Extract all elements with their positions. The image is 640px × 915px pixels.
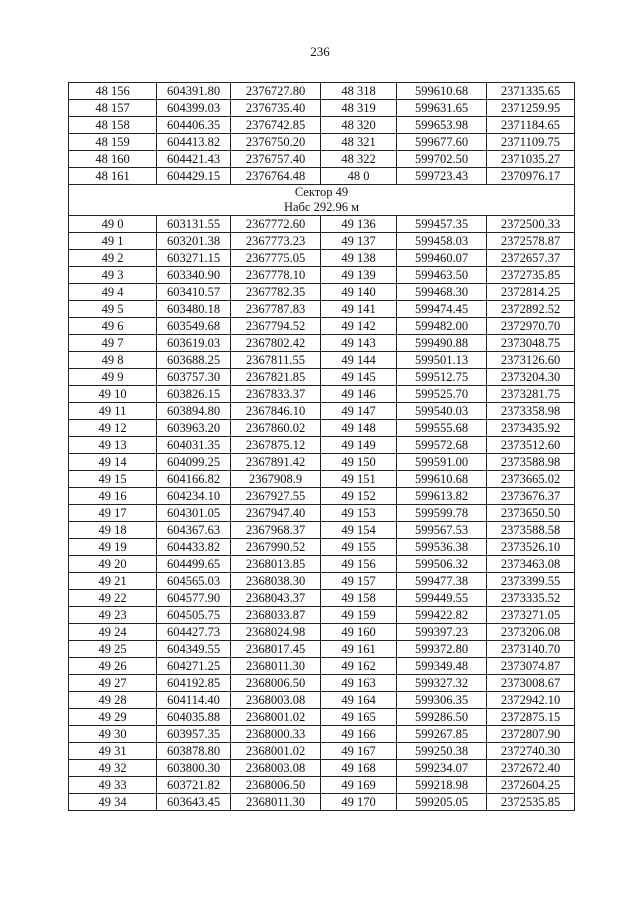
section-subtitle: Набс 292.96 м [283, 200, 360, 214]
table-cell: 49 26 [69, 658, 157, 675]
table-row [69, 658, 575, 675]
table-cell: 603878.80 [157, 743, 231, 760]
table-cell: 599653.98 [397, 117, 487, 134]
table-cell: 2373074.87 [487, 658, 575, 675]
table-cell: 599555.68 [397, 420, 487, 437]
table-cell: 599463.50 [397, 267, 487, 284]
table-row [69, 709, 575, 726]
table-row [69, 134, 575, 151]
table-cell: 49 16 [69, 488, 157, 505]
table-cell: 2368006.50 [231, 675, 321, 692]
table-cell: 2367860.02 [231, 420, 321, 437]
section-header-cell [69, 185, 575, 216]
table-cell: 599482.00 [397, 318, 487, 335]
table-body-sector [69, 216, 575, 811]
table-cell: 2376750.20 [231, 134, 321, 151]
table-cell: 49 162 [321, 658, 397, 675]
table-cell: 49 163 [321, 675, 397, 692]
table-cell: 604391.80 [157, 83, 231, 100]
table-cell: 604429.15 [157, 168, 231, 185]
table-cell: 2373271.05 [487, 607, 575, 624]
table-cell: 49 11 [69, 403, 157, 420]
table-cell: 604505.75 [157, 607, 231, 624]
table-row [69, 505, 575, 522]
table-row [69, 641, 575, 658]
table-cell: 2372657.37 [487, 250, 575, 267]
table-cell: 603800.30 [157, 760, 231, 777]
table-cell: 48 158 [69, 117, 157, 134]
table-cell: 604413.82 [157, 134, 231, 151]
table-cell: 49 32 [69, 760, 157, 777]
table-cell: 599506.32 [397, 556, 487, 573]
table-cell: 2372740.30 [487, 743, 575, 760]
table-cell: 2373435.92 [487, 420, 575, 437]
table-cell: 49 138 [321, 250, 397, 267]
table-cell: 49 20 [69, 556, 157, 573]
table-cell: 599536.38 [397, 539, 487, 556]
table-cell: 604565.03 [157, 573, 231, 590]
table-cell: 603619.03 [157, 335, 231, 352]
table-cell: 49 33 [69, 777, 157, 794]
table-cell: 49 3 [69, 267, 157, 284]
table-cell: 603894.80 [157, 403, 231, 420]
table-cell: 599613.82 [397, 488, 487, 505]
table-row [69, 488, 575, 505]
table-row [69, 777, 575, 794]
table-cell: 49 153 [321, 505, 397, 522]
table-cell: 49 12 [69, 420, 157, 437]
table-cell: 2376757.40 [231, 151, 321, 168]
table-cell: 2368033.87 [231, 607, 321, 624]
table-cell: 2373126.60 [487, 352, 575, 369]
table-cell: 2373206.08 [487, 624, 575, 641]
table-cell: 2376735.40 [231, 100, 321, 117]
table-cell: 49 21 [69, 573, 157, 590]
table-cell: 48 318 [321, 83, 397, 100]
table-cell: 2367821.85 [231, 369, 321, 386]
table-cell: 2373588.58 [487, 522, 575, 539]
table-body-top [69, 83, 575, 185]
table-cell: 603340.90 [157, 267, 231, 284]
table-cell: 599205.05 [397, 794, 487, 811]
table-row [69, 607, 575, 624]
table-cell: 2367773.23 [231, 233, 321, 250]
table-cell: 2372814.25 [487, 284, 575, 301]
table-cell: 599631.65 [397, 100, 487, 117]
table-cell: 2368001.02 [231, 743, 321, 760]
table-cell: 603757.30 [157, 369, 231, 386]
table-cell: 603643.45 [157, 794, 231, 811]
table-row [69, 454, 575, 471]
table-row [69, 675, 575, 692]
table-cell: 599372.80 [397, 641, 487, 658]
table-cell: 604192.85 [157, 675, 231, 692]
section-title: Сектор 49 [294, 185, 349, 199]
table-cell: 49 9 [69, 369, 157, 386]
table-cell: 2373399.55 [487, 573, 575, 590]
table-cell: 49 24 [69, 624, 157, 641]
table-cell: 604349.55 [157, 641, 231, 658]
table-cell: 49 160 [321, 624, 397, 641]
table-cell: 599250.38 [397, 743, 487, 760]
table-cell: 2367947.40 [231, 505, 321, 522]
table-cell: 599218.98 [397, 777, 487, 794]
table-cell: 2368011.30 [231, 794, 321, 811]
table-cell: 2371259.95 [487, 100, 575, 117]
table-cell: 2373512.60 [487, 437, 575, 454]
table-cell: 2376727.80 [231, 83, 321, 100]
table-cell: 49 154 [321, 522, 397, 539]
table-row [69, 83, 575, 100]
table-row [69, 794, 575, 811]
table-cell: 599572.68 [397, 437, 487, 454]
table-cell: 49 27 [69, 675, 157, 692]
table-row [69, 403, 575, 420]
table-cell: 2368024.98 [231, 624, 321, 641]
table-cell: 604035.88 [157, 709, 231, 726]
table-cell: 49 159 [321, 607, 397, 624]
table-cell: 2373665.02 [487, 471, 575, 488]
table-cell: 2368001.02 [231, 709, 321, 726]
table-cell: 599591.00 [397, 454, 487, 471]
table-cell: 599702.50 [397, 151, 487, 168]
table-cell: 2367833.37 [231, 386, 321, 403]
table-cell: 599349.48 [397, 658, 487, 675]
table-cell: 49 155 [321, 539, 397, 556]
table-cell: 603549.68 [157, 318, 231, 335]
table-row [69, 590, 575, 607]
table-cell: 2372807.90 [487, 726, 575, 743]
table-cell: 49 165 [321, 709, 397, 726]
table-row [69, 539, 575, 556]
table-cell: 2373358.98 [487, 403, 575, 420]
table-cell: 604421.43 [157, 151, 231, 168]
table-cell: 49 34 [69, 794, 157, 811]
section-header-group [69, 185, 575, 216]
table-cell: 604301.05 [157, 505, 231, 522]
table-cell: 49 141 [321, 301, 397, 318]
table-cell: 2368006.50 [231, 777, 321, 794]
table-cell: 49 145 [321, 369, 397, 386]
table-cell: 49 147 [321, 403, 397, 420]
table-row [69, 573, 575, 590]
table-cell: 49 13 [69, 437, 157, 454]
table-cell: 599327.32 [397, 675, 487, 692]
table-cell: 2367787.83 [231, 301, 321, 318]
table-cell: 604499.65 [157, 556, 231, 573]
table-cell: 2373281.75 [487, 386, 575, 403]
table-cell: 604031.35 [157, 437, 231, 454]
table-cell: 603271.15 [157, 250, 231, 267]
table-row [69, 318, 575, 335]
table-cell: 2372535.85 [487, 794, 575, 811]
table-cell: 2371335.65 [487, 83, 575, 100]
table-cell: 2373204.30 [487, 369, 575, 386]
table-cell: 2367968.37 [231, 522, 321, 539]
table-row [69, 168, 575, 185]
table-cell: 49 10 [69, 386, 157, 403]
table-cell: 2367908.9 [231, 471, 321, 488]
table-cell: 2372735.85 [487, 267, 575, 284]
table-cell: 2367775.05 [231, 250, 321, 267]
table-cell: 49 5 [69, 301, 157, 318]
table-cell: 2373676.37 [487, 488, 575, 505]
table-cell: 49 170 [321, 794, 397, 811]
table-cell: 2373526.10 [487, 539, 575, 556]
table-cell: 49 140 [321, 284, 397, 301]
table-cell: 49 15 [69, 471, 157, 488]
table-row [69, 267, 575, 284]
table-cell: 49 142 [321, 318, 397, 335]
table-cell: 49 8 [69, 352, 157, 369]
table-cell: 2367875.12 [231, 437, 321, 454]
table-row [69, 624, 575, 641]
table-row [69, 284, 575, 301]
table-cell: 48 321 [321, 134, 397, 151]
table-row [69, 233, 575, 250]
table-cell: 2376764.48 [231, 168, 321, 185]
table-cell: 2368013.85 [231, 556, 321, 573]
table-row [69, 437, 575, 454]
table-cell: 2372500.33 [487, 216, 575, 233]
table-cell: 48 320 [321, 117, 397, 134]
table-cell: 2371184.65 [487, 117, 575, 134]
table-cell: 49 146 [321, 386, 397, 403]
table-cell: 2372604.25 [487, 777, 575, 794]
table-cell: 49 150 [321, 454, 397, 471]
table-cell: 2368011.30 [231, 658, 321, 675]
table-cell: 49 7 [69, 335, 157, 352]
table-cell: 2371035.27 [487, 151, 575, 168]
table-cell: 48 322 [321, 151, 397, 168]
table-cell: 49 14 [69, 454, 157, 471]
table-row [69, 556, 575, 573]
table-cell: 603957.35 [157, 726, 231, 743]
table-cell: 49 167 [321, 743, 397, 760]
table-cell: 599458.03 [397, 233, 487, 250]
table-cell: 2372875.15 [487, 709, 575, 726]
table-cell: 48 159 [69, 134, 157, 151]
table-cell: 599567.53 [397, 522, 487, 539]
table-cell: 599474.45 [397, 301, 487, 318]
table-cell: 603826.15 [157, 386, 231, 403]
table-cell: 49 0 [69, 216, 157, 233]
table-cell: 49 166 [321, 726, 397, 743]
table-cell: 49 152 [321, 488, 397, 505]
table-cell: 2373335.52 [487, 590, 575, 607]
table-cell: 599677.60 [397, 134, 487, 151]
table-cell: 599286.50 [397, 709, 487, 726]
table-cell: 604433.82 [157, 539, 231, 556]
table-cell: 603721.82 [157, 777, 231, 794]
table-cell: 49 30 [69, 726, 157, 743]
table-cell: 2376742.85 [231, 117, 321, 134]
table-cell: 49 25 [69, 641, 157, 658]
table-cell: 599610.68 [397, 83, 487, 100]
table-cell: 49 143 [321, 335, 397, 352]
table-cell: 2373650.50 [487, 505, 575, 522]
table-cell: 603201.38 [157, 233, 231, 250]
table-cell: 2367782.35 [231, 284, 321, 301]
table-row [69, 151, 575, 168]
table-cell: 599468.30 [397, 284, 487, 301]
table-cell: 603963.20 [157, 420, 231, 437]
table-cell: 2368003.08 [231, 760, 321, 777]
table-cell: 599397.23 [397, 624, 487, 641]
table-cell: 2367802.42 [231, 335, 321, 352]
table-row [69, 726, 575, 743]
table-cell: 49 164 [321, 692, 397, 709]
table-cell: 49 17 [69, 505, 157, 522]
table-cell: 599306.35 [397, 692, 487, 709]
table-cell: 49 148 [321, 420, 397, 437]
table-cell: 2367794.52 [231, 318, 321, 335]
table-row [69, 522, 575, 539]
table-cell: 2368043.37 [231, 590, 321, 607]
table-cell: 2372672.40 [487, 760, 575, 777]
table-row [69, 760, 575, 777]
table-row [69, 301, 575, 318]
table-cell: 2367990.52 [231, 539, 321, 556]
table-cell: 603688.25 [157, 352, 231, 369]
table-cell: 49 2 [69, 250, 157, 267]
table-cell: 599540.03 [397, 403, 487, 420]
table-cell: 599599.78 [397, 505, 487, 522]
table-cell: 599477.38 [397, 573, 487, 590]
table-cell: 2367778.10 [231, 267, 321, 284]
table-cell: 2371109.75 [487, 134, 575, 151]
table-cell: 49 1 [69, 233, 157, 250]
table-cell: 2368017.45 [231, 641, 321, 658]
table-cell: 49 156 [321, 556, 397, 573]
table-cell: 49 158 [321, 590, 397, 607]
table-cell: 2372942.10 [487, 692, 575, 709]
table-cell: 604427.73 [157, 624, 231, 641]
table-cell: 2373140.70 [487, 641, 575, 658]
table-cell: 2372578.87 [487, 233, 575, 250]
table-cell: 604406.35 [157, 117, 231, 134]
table-cell: 599723.43 [397, 168, 487, 185]
table-cell: 603480.18 [157, 301, 231, 318]
table-cell: 48 161 [69, 168, 157, 185]
table-row [69, 471, 575, 488]
table-cell: 604367.63 [157, 522, 231, 539]
table-cell: 599501.13 [397, 352, 487, 369]
table-cell: 604166.82 [157, 471, 231, 488]
table-cell: 603131.55 [157, 216, 231, 233]
table-row [69, 420, 575, 437]
table-cell: 49 4 [69, 284, 157, 301]
table-cell: 599422.82 [397, 607, 487, 624]
table-cell: 2368003.08 [231, 692, 321, 709]
table-cell: 603410.57 [157, 284, 231, 301]
table-row [69, 216, 575, 233]
table-cell: 604271.25 [157, 658, 231, 675]
table-cell: 604234.10 [157, 488, 231, 505]
table-cell: 599460.07 [397, 250, 487, 267]
table-cell: 599490.88 [397, 335, 487, 352]
table-row [69, 100, 575, 117]
table-cell: 49 168 [321, 760, 397, 777]
coordinates-table [68, 82, 575, 811]
table-cell: 2368038.30 [231, 573, 321, 590]
table-cell: 49 161 [321, 641, 397, 658]
table-cell: 2367891.42 [231, 454, 321, 471]
table-row [69, 117, 575, 134]
table-row [69, 692, 575, 709]
table-cell: 49 144 [321, 352, 397, 369]
table-cell: 48 160 [69, 151, 157, 168]
table-cell: 49 22 [69, 590, 157, 607]
table-row [69, 369, 575, 386]
table-cell: 49 151 [321, 471, 397, 488]
table-cell: 49 28 [69, 692, 157, 709]
table-cell: 2368000.33 [231, 726, 321, 743]
table-cell: 604399.03 [157, 100, 231, 117]
table-cell: 2370976.17 [487, 168, 575, 185]
table-cell: 2373588.98 [487, 454, 575, 471]
table-row [69, 250, 575, 267]
table-cell: 2372892.52 [487, 301, 575, 318]
table-cell: 2373008.67 [487, 675, 575, 692]
table-cell: 49 169 [321, 777, 397, 794]
table-cell: 49 23 [69, 607, 157, 624]
table-row [69, 335, 575, 352]
table-cell: 48 0 [321, 168, 397, 185]
table-cell: 49 139 [321, 267, 397, 284]
table-cell: 49 31 [69, 743, 157, 760]
table-cell: 49 29 [69, 709, 157, 726]
table-cell: 2367811.55 [231, 352, 321, 369]
table-cell: 48 319 [321, 100, 397, 117]
table-cell: 49 18 [69, 522, 157, 539]
table-cell: 599457.35 [397, 216, 487, 233]
table-cell: 49 137 [321, 233, 397, 250]
table-cell: 48 157 [69, 100, 157, 117]
table-cell: 49 19 [69, 539, 157, 556]
table-cell: 599267.85 [397, 726, 487, 743]
table-row [69, 352, 575, 369]
table-cell: 599449.55 [397, 590, 487, 607]
table-cell: 49 136 [321, 216, 397, 233]
table-cell: 2367846.10 [231, 403, 321, 420]
table-cell: 599610.68 [397, 471, 487, 488]
table-cell: 2373048.75 [487, 335, 575, 352]
table-cell: 599525.70 [397, 386, 487, 403]
table-cell: 599512.75 [397, 369, 487, 386]
table-row [69, 743, 575, 760]
table-cell: 2373463.08 [487, 556, 575, 573]
table-row [69, 386, 575, 403]
section-header-row [69, 185, 575, 216]
page-number: 236 [310, 44, 330, 59]
table-cell: 2372970.70 [487, 318, 575, 335]
table-cell: 49 157 [321, 573, 397, 590]
table-cell: 49 149 [321, 437, 397, 454]
table-cell: 604114.40 [157, 692, 231, 709]
table-cell: 604577.90 [157, 590, 231, 607]
table-cell: 604099.25 [157, 454, 231, 471]
table-cell: 48 156 [69, 83, 157, 100]
table-cell: 2367772.60 [231, 216, 321, 233]
table-cell: 599234.07 [397, 760, 487, 777]
table-cell: 49 6 [69, 318, 157, 335]
table-cell: 2367927.55 [231, 488, 321, 505]
